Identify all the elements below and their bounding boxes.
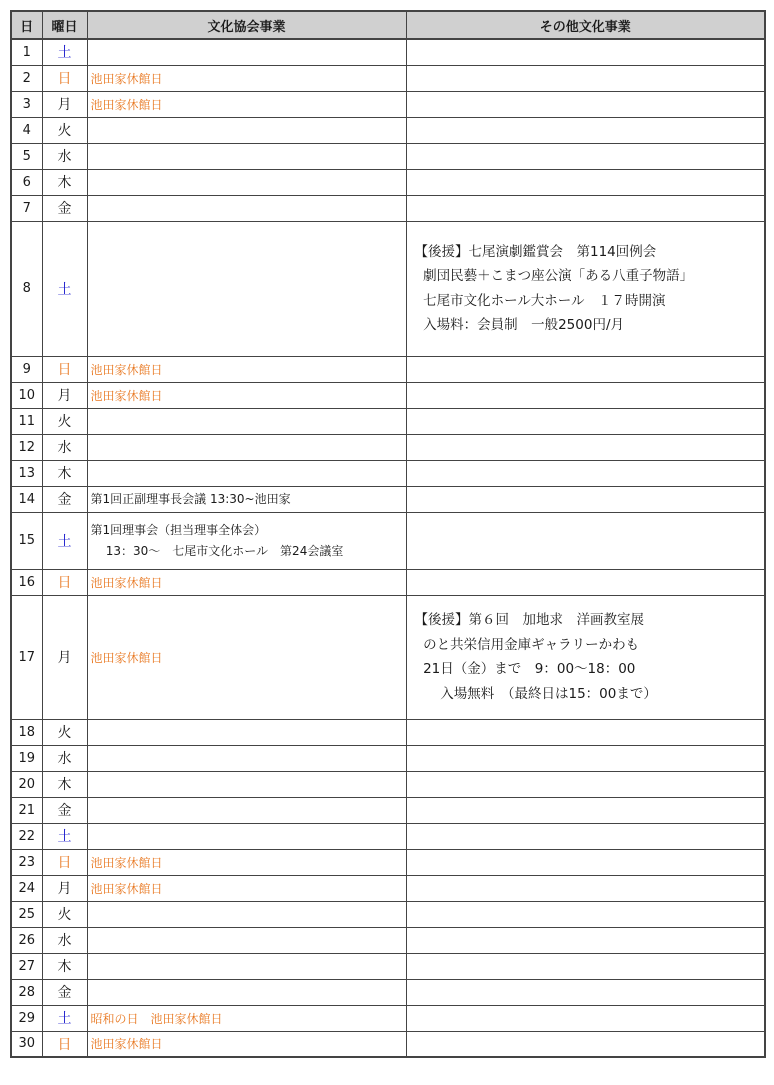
assoc-event-cell	[87, 745, 406, 771]
other-event-cell	[406, 797, 765, 823]
assoc-event-text: 池田家休館日	[90, 362, 163, 377]
weekday-cell: 土	[42, 823, 87, 849]
table-row	[11, 382, 765, 408]
table-row	[11, 745, 765, 771]
assoc-event-cell	[87, 408, 406, 434]
header-other-events: その他文化事業	[406, 11, 765, 39]
other-event-cell	[406, 434, 765, 460]
weekday-cell: 水	[42, 143, 87, 169]
assoc-event-cell	[87, 195, 406, 221]
day-cell: 13	[11, 460, 42, 486]
day-cell: 14	[11, 486, 42, 512]
other-event-cell	[406, 823, 765, 849]
day-cell: 30	[11, 1031, 42, 1057]
other-event-cell	[406, 91, 765, 117]
other-event-cell	[406, 1005, 765, 1031]
header-day: 日	[11, 11, 42, 39]
other-event-cell	[406, 117, 765, 143]
header-row	[11, 11, 765, 39]
weekday-cell: 日	[42, 569, 87, 595]
weekday-cell: 火	[42, 408, 87, 434]
day-cell: 29	[11, 1005, 42, 1031]
assoc-event-cell	[87, 356, 406, 382]
assoc-event-text: 池田家休館日	[90, 650, 163, 665]
day-cell: 18	[11, 719, 42, 745]
table-row	[11, 927, 765, 953]
assoc-event-cell	[87, 849, 406, 875]
day-cell: 9	[11, 356, 42, 382]
other-event-line: 21日（金）まで 9：00～18：00	[414, 661, 636, 677]
header-weekday: 曜日	[42, 11, 87, 39]
weekday-cell: 金	[42, 797, 87, 823]
assoc-event-text: 昭和の日 池田家休館日	[90, 1011, 223, 1026]
day-cell: 4	[11, 117, 42, 143]
weekday-cell: 水	[42, 927, 87, 953]
other-event-cell	[406, 901, 765, 927]
table-row	[11, 719, 765, 745]
table-row	[11, 823, 765, 849]
assoc-event-cell	[87, 460, 406, 486]
table-row	[11, 65, 765, 91]
other-event-cell	[406, 719, 765, 745]
weekday-cell: 火	[42, 719, 87, 745]
assoc-event-cell	[87, 65, 406, 91]
weekday-cell: 金	[42, 195, 87, 221]
table-row	[11, 849, 765, 875]
day-cell: 2	[11, 65, 42, 91]
assoc-event-cell	[87, 979, 406, 1005]
assoc-event-cell	[87, 901, 406, 927]
other-event-line: 劇団民藝＋こまつ座公演「ある八重子物語」	[414, 268, 694, 284]
assoc-event-cell	[87, 927, 406, 953]
other-event-cell	[406, 382, 765, 408]
table-row	[11, 356, 765, 382]
table-row	[11, 771, 765, 797]
day-cell: 26	[11, 927, 42, 953]
table-row	[11, 486, 765, 512]
table-row	[11, 1005, 765, 1031]
assoc-event-cell	[87, 221, 406, 356]
assoc-event-cell	[87, 143, 406, 169]
assoc-event-text: 池田家休館日	[90, 575, 163, 590]
other-event-cell	[406, 356, 765, 382]
assoc-event-cell	[87, 512, 406, 569]
other-event-cell	[406, 771, 765, 797]
assoc-event-cell	[87, 169, 406, 195]
day-cell: 11	[11, 408, 42, 434]
assoc-event-cell	[87, 569, 406, 595]
assoc-event-text: 池田家休館日	[90, 71, 163, 86]
weekday-cell: 木	[42, 169, 87, 195]
assoc-event-line: 第1回理事会（担当理事全体会）	[90, 522, 267, 537]
weekday-cell: 日	[42, 1031, 87, 1057]
day-cell: 5	[11, 143, 42, 169]
table-row	[11, 117, 765, 143]
other-event-line: 【後援】七尾演劇鑑賞会 第114回例会	[414, 243, 657, 260]
other-event-cell	[406, 875, 765, 901]
day-cell: 19	[11, 745, 42, 771]
assoc-event-cell	[87, 771, 406, 797]
other-event-cell	[406, 595, 765, 719]
table-row	[11, 460, 765, 486]
weekday-cell: 土	[42, 1005, 87, 1031]
other-event-line: 入場無料 （最終日は15：00まで）	[414, 685, 657, 702]
assoc-event-cell	[87, 797, 406, 823]
other-event-cell	[406, 408, 765, 434]
weekday-cell: 土	[42, 512, 87, 569]
weekday-cell: 火	[42, 901, 87, 927]
day-cell: 23	[11, 849, 42, 875]
weekday-cell: 月	[42, 91, 87, 117]
other-event-cell	[406, 195, 765, 221]
other-event-cell	[406, 460, 765, 486]
other-event-cell	[406, 745, 765, 771]
weekday-cell: 日	[42, 356, 87, 382]
table-row	[11, 434, 765, 460]
table-row	[11, 512, 765, 569]
weekday-cell: 火	[42, 117, 87, 143]
other-event-cell	[406, 486, 765, 512]
day-cell: 3	[11, 91, 42, 117]
table-row	[11, 143, 765, 169]
other-event-line: 七尾市文化ホール大ホール １７時開演	[414, 292, 666, 309]
assoc-event-cell	[87, 91, 406, 117]
weekday-cell: 木	[42, 953, 87, 979]
weekday-cell: 日	[42, 65, 87, 91]
other-event-line: のと共栄信用金庫ギャラリーかわも	[414, 636, 640, 653]
table-row	[11, 39, 765, 65]
day-cell: 7	[11, 195, 42, 221]
weekday-cell: 金	[42, 979, 87, 1005]
weekday-cell: 木	[42, 460, 87, 486]
weekday-cell: 土	[42, 39, 87, 65]
assoc-event-text: 池田家休館日	[90, 881, 163, 896]
other-event-cell	[406, 169, 765, 195]
table-row	[11, 979, 765, 1005]
day-cell: 22	[11, 823, 42, 849]
day-cell: 8	[11, 221, 42, 356]
table-row	[11, 169, 765, 195]
assoc-event-cell	[87, 595, 406, 719]
day-cell: 15	[11, 512, 42, 569]
day-cell: 6	[11, 169, 42, 195]
assoc-event-cell	[87, 382, 406, 408]
day-cell: 27	[11, 953, 42, 979]
assoc-event-cell	[87, 823, 406, 849]
table-row	[11, 901, 765, 927]
weekday-cell: 月	[42, 595, 87, 719]
other-event-cell	[406, 569, 765, 595]
weekday-cell: 金	[42, 486, 87, 512]
header-assoc-events: 文化協会事業	[87, 11, 406, 39]
table-row	[11, 569, 765, 595]
day-cell: 20	[11, 771, 42, 797]
other-event-cell	[406, 39, 765, 65]
assoc-event-cell	[87, 486, 406, 512]
weekday-cell: 水	[42, 745, 87, 771]
assoc-event-cell	[87, 953, 406, 979]
assoc-event-cell	[87, 875, 406, 901]
other-event-cell	[406, 979, 765, 1005]
day-cell: 16	[11, 569, 42, 595]
other-event-cell	[406, 1031, 765, 1057]
weekday-cell: 土	[42, 221, 87, 356]
table-row	[11, 595, 765, 719]
calendar-table	[10, 10, 766, 1058]
day-cell: 24	[11, 875, 42, 901]
table-row	[11, 91, 765, 117]
assoc-event-cell	[87, 39, 406, 65]
other-event-cell	[406, 849, 765, 875]
day-cell: 28	[11, 979, 42, 1005]
day-cell: 25	[11, 901, 42, 927]
table-row	[11, 1031, 765, 1057]
weekday-cell: 月	[42, 382, 87, 408]
assoc-event-line: 13：30～ 七尾市文化ホール 第24会議室	[90, 543, 344, 558]
table-row	[11, 953, 765, 979]
assoc-event-text: 池田家休館日	[90, 97, 163, 112]
day-cell: 17	[11, 595, 42, 719]
other-event-cell	[406, 221, 765, 356]
table-row	[11, 408, 765, 434]
assoc-event-cell	[87, 719, 406, 745]
other-event-cell	[406, 953, 765, 979]
assoc-event-text: 池田家休館日	[90, 855, 163, 870]
other-event-cell	[406, 927, 765, 953]
day-cell: 12	[11, 434, 42, 460]
table-row	[11, 875, 765, 901]
table-row	[11, 221, 765, 356]
other-event-line: 【後援】第６回 加地求 洋画教室展	[414, 612, 644, 628]
day-cell: 1	[11, 39, 42, 65]
other-event-cell	[406, 65, 765, 91]
other-event-line: 入場料：会員制 一般2500円/月	[414, 317, 624, 333]
weekday-cell: 日	[42, 849, 87, 875]
other-event-cell	[406, 143, 765, 169]
assoc-event-text: 池田家休館日	[90, 1037, 163, 1052]
table-row	[11, 195, 765, 221]
assoc-event-cell	[87, 117, 406, 143]
other-event-cell	[406, 512, 765, 569]
assoc-event-cell	[87, 1031, 406, 1057]
assoc-event-cell	[87, 1005, 406, 1031]
table-row	[11, 797, 765, 823]
day-cell: 10	[11, 382, 42, 408]
weekday-cell: 月	[42, 875, 87, 901]
weekday-cell: 水	[42, 434, 87, 460]
assoc-event-cell	[87, 434, 406, 460]
day-cell: 21	[11, 797, 42, 823]
weekday-cell: 木	[42, 771, 87, 797]
assoc-event-line: 第1回正副理事長会議 13:30~池田家	[90, 491, 291, 506]
assoc-event-text: 池田家休館日	[90, 388, 163, 403]
